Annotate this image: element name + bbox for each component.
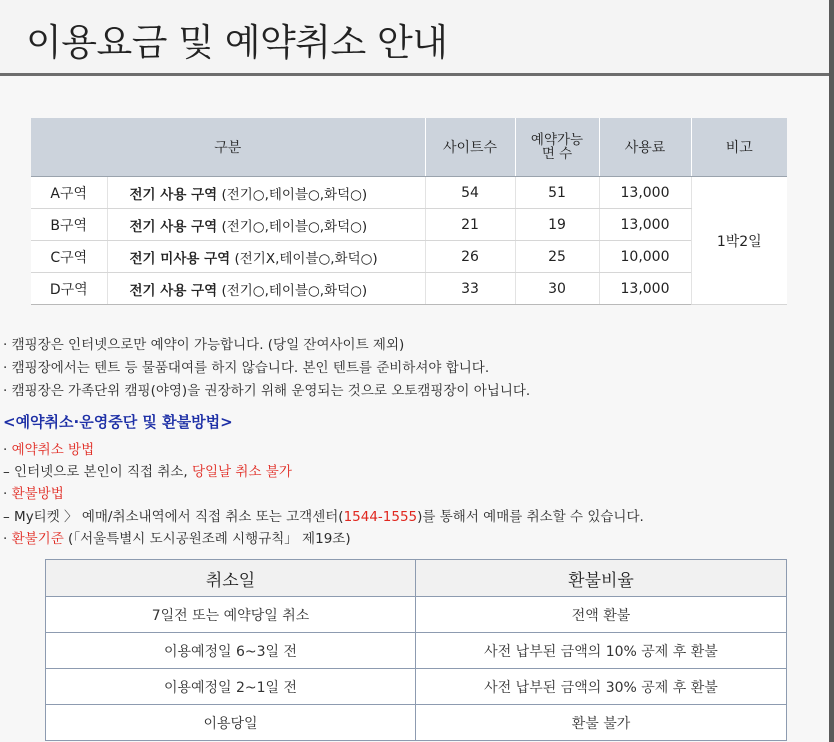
bookable-cell: 30 [515,273,599,305]
cancel-method-text [3,460,292,480]
right-border [829,0,834,742]
fee-table [31,118,787,305]
zone-cell: C구역 [31,241,107,273]
zone-description [107,273,425,305]
table-row [46,669,787,705]
header-fee: 사용료 [599,118,691,177]
cancel-method-label: 예약취소 방법 [11,442,95,458]
refund-rate-cell: 환불 불가 [416,705,787,741]
table-row [31,241,787,273]
table-row [46,705,787,741]
zone-type: 전기 미사용 구역 [129,250,231,267]
content-area [0,76,829,742]
table-row [31,209,787,241]
table-row [31,273,787,305]
refund-table [45,559,787,741]
note-no-rental: · 캠핑장에서는 텐트 등 물품대여를 하지 않습니다. 본인 텐트를 준비하셔야 합니다. [3,360,490,376]
zone-detail: (전기○,테이블○,화덕○) [217,218,368,235]
fee-cell: 13,000 [599,209,691,241]
refund-desc-pre: – My티켓 〉 예매/취소내역에서 직접 취소 또는 고객센터( [3,509,344,525]
cancel-day-cell: 이용예정일 6~3일 전 [46,633,416,669]
zone-description [107,177,425,209]
refund-rate-cell: 사전 납부된 금액의 30% 공제 후 환불 [416,669,787,705]
no-same-day-cancel: 당일날 취소 불가 [192,464,292,480]
zone-cell: B구역 [31,209,107,241]
cancel-method-label-line [3,438,94,458]
refund-method-text [3,505,644,525]
cancel-day-cell: 이용예정일 2~1일 전 [46,669,416,705]
zone-type: 전기 사용 구역 [129,218,218,235]
zone-cell: A구역 [31,177,107,209]
bullet: · [3,442,12,458]
table-row [46,633,787,669]
cancel-day-cell: 7일전 또는 예약당일 취소 [46,597,416,633]
page-header [0,0,829,76]
header-bookable [515,118,599,177]
note-online-only: · 캠핑장은 인터넷으로만 예약이 가능합니다. (당일 잔여사이트 제외) [3,337,405,353]
header-bookable-line1: 예약가능 [530,131,584,148]
page-title: 이용요금 및 예약취소 안내 [26,21,448,64]
header-cancel-day: 취소일 [46,560,416,597]
refund-rate-cell: 전액 환불 [416,597,787,633]
cancellation-heading: <예약취소·운영중단 및 환불방법> [3,413,233,431]
fee-table-header-row [31,118,787,177]
bookable-cell: 51 [515,177,599,209]
cancel-method-desc: – 인터넷으로 본인이 직접 취소, [3,464,192,480]
header-sites: 사이트수 [425,118,515,177]
refund-criteria-line [3,527,351,547]
zone-detail: (전기○,테이블○,화덕○) [217,282,368,299]
zone-detail: (전기X,테이블○,화덕○) [230,250,378,267]
zone-cell: D구역 [31,273,107,305]
zone-detail: (전기○,테이블○,화덕○) [217,186,368,203]
bookable-cell: 19 [515,209,599,241]
sites-cell: 54 [425,177,515,209]
refund-criteria-text: (「서울특별시 도시공원조례 시행규칙」 제19조) [63,531,351,547]
bookable-cell: 25 [515,241,599,273]
sites-cell: 26 [425,241,515,273]
refund-method-label-line [3,482,64,502]
bullet: · [3,486,12,502]
zone-type: 전기 사용 구역 [129,186,218,203]
zone-description [107,209,425,241]
customer-center-phone: 1544-1555 [343,509,418,525]
zone-description [107,241,425,273]
cancel-day-cell: 이용당일 [46,705,416,741]
fee-cell: 13,000 [599,273,691,305]
table-row [46,597,787,633]
remark-cell: 1박2일 [691,177,787,305]
zone-type: 전기 사용 구역 [129,282,218,299]
note-family-camping: · 캠핑장은 가족단위 캠핑(야영)을 권장하기 위해 운영되는 것으로 오토캠핑장이 아닙니다. [3,383,531,399]
refund-criteria-label: 환불기준 [11,531,64,547]
table-row [31,177,787,209]
refund-header-row [46,560,787,597]
bullet: · [3,531,12,547]
refund-desc-post: )를 통해서 예매를 취소할 수 있습니다. [417,509,644,525]
header-category: 구분 [31,118,425,177]
fee-cell: 10,000 [599,241,691,273]
sites-cell: 33 [425,273,515,305]
refund-rate-cell: 사전 납부된 금액의 10% 공제 후 환불 [416,633,787,669]
header-refund-rate: 환불비율 [416,560,787,597]
fee-cell: 13,000 [599,177,691,209]
header-bookable-line2: 면 수 [541,146,573,162]
refund-method-label: 환불방법 [11,486,64,502]
sites-cell: 21 [425,209,515,241]
header-remarks: 비고 [691,118,787,177]
